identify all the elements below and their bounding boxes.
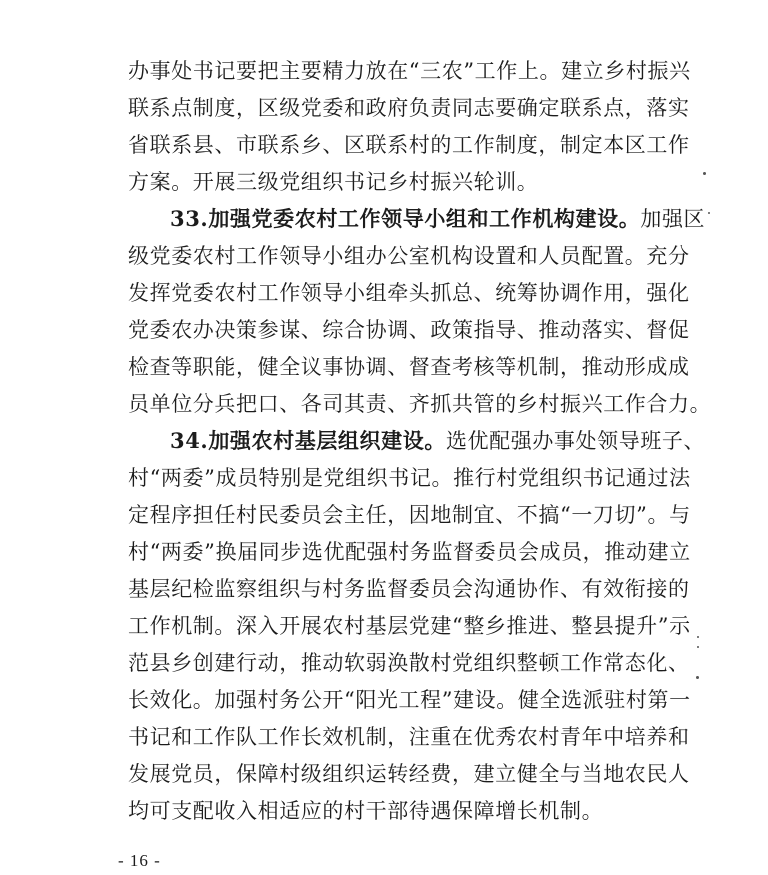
paragraph-3-line-4: 村“两委”换届同步选优配强村务监督委员会成员，推动建立 xyxy=(128,540,691,564)
paragraph-3-line-5: 基层纪检监察组织与村务监督委员会沟通协作、有效衔接的 xyxy=(128,577,690,601)
item-34-heading: 34.加强农村基层组织建设。 xyxy=(170,428,446,453)
paragraph-3-line-3: 定程序担任村民委员会主任，因地制宜、不搞“一刀切”。与 xyxy=(128,503,691,527)
paragraph-3-line-9: 书记和工作队工作长效机制，注重在优秀农村青年中培养和 xyxy=(128,725,690,749)
paragraph-3-line-6: 工作机制。深入开展农村基层党建“整乡推进、整县提升”示 xyxy=(128,614,691,638)
paragraph-3-line-10: 发展党员，保障村级组织运转经费，建立健全与当地农民人 xyxy=(128,762,690,786)
paragraph-1-line-1: 办事处书记要把主要精力放在“三农”工作上。建立乡村振兴 xyxy=(128,59,691,83)
paragraph-1-line-3: 省联系县、市联系乡、区联系村的工作制度，制定本区工作 xyxy=(128,133,690,157)
paragraph-3-line-2: 村“两委”成员特别是党组织书记。推行村党组织书记通过法 xyxy=(128,466,691,490)
paragraph-3-line-11: 均可支配收入相适应的村干部待遇保障增长机制。 xyxy=(128,799,604,823)
paragraph-2-line-5: 检查等职能，健全议事协调、督查考核等机制，推动形成成 xyxy=(128,355,690,379)
scan-speck xyxy=(697,646,699,648)
scan-speck xyxy=(703,172,706,175)
paragraph-3-line-8: 长效化。加强村务公开“阳光工程”建设。健全选派驻村第一 xyxy=(128,688,691,712)
scan-speck xyxy=(696,676,699,679)
paragraph-1-line-4: 方案。开展三级党组织书记乡村振兴轮训。 xyxy=(128,170,539,194)
item-33-heading: 33.加强党委农村工作领导小组和工作机构建设。 xyxy=(170,206,641,231)
paragraph-2-line-2: 级党委农村工作领导小组办公室机构设置和人员配置。充分 xyxy=(128,244,690,268)
item-34-first-line-text: 选优配强办事处领导班子、 xyxy=(445,429,706,453)
page-number: - 16 - xyxy=(118,851,161,870)
item-33-first-line-text: 加强区 xyxy=(640,207,706,231)
scan-speck xyxy=(697,636,699,638)
paragraph-3-line-7: 范县乡创建行动，推动软弱涣散村党组织整顿工作常态化、 xyxy=(128,651,690,675)
scan-speck xyxy=(708,212,710,214)
paragraph-1-line-2: 联系点制度，区级党委和政府负责同志要确定联系点，落实 xyxy=(128,96,690,120)
paragraph-2-line-6: 员单位分兵把口、各司其责、齐抓共管的乡村振兴工作合力。 xyxy=(128,392,712,416)
paragraph-3-line-1 xyxy=(170,426,706,456)
paragraph-2-line-3: 发挥党委农村工作领导小组牵头抓总、统筹协调作用，强化 xyxy=(128,281,690,305)
paragraph-2-line-4: 党委农办决策参谋、综合协调、政策指导、推动落实、督促 xyxy=(128,318,690,342)
paragraph-2-line-1 xyxy=(170,204,706,234)
